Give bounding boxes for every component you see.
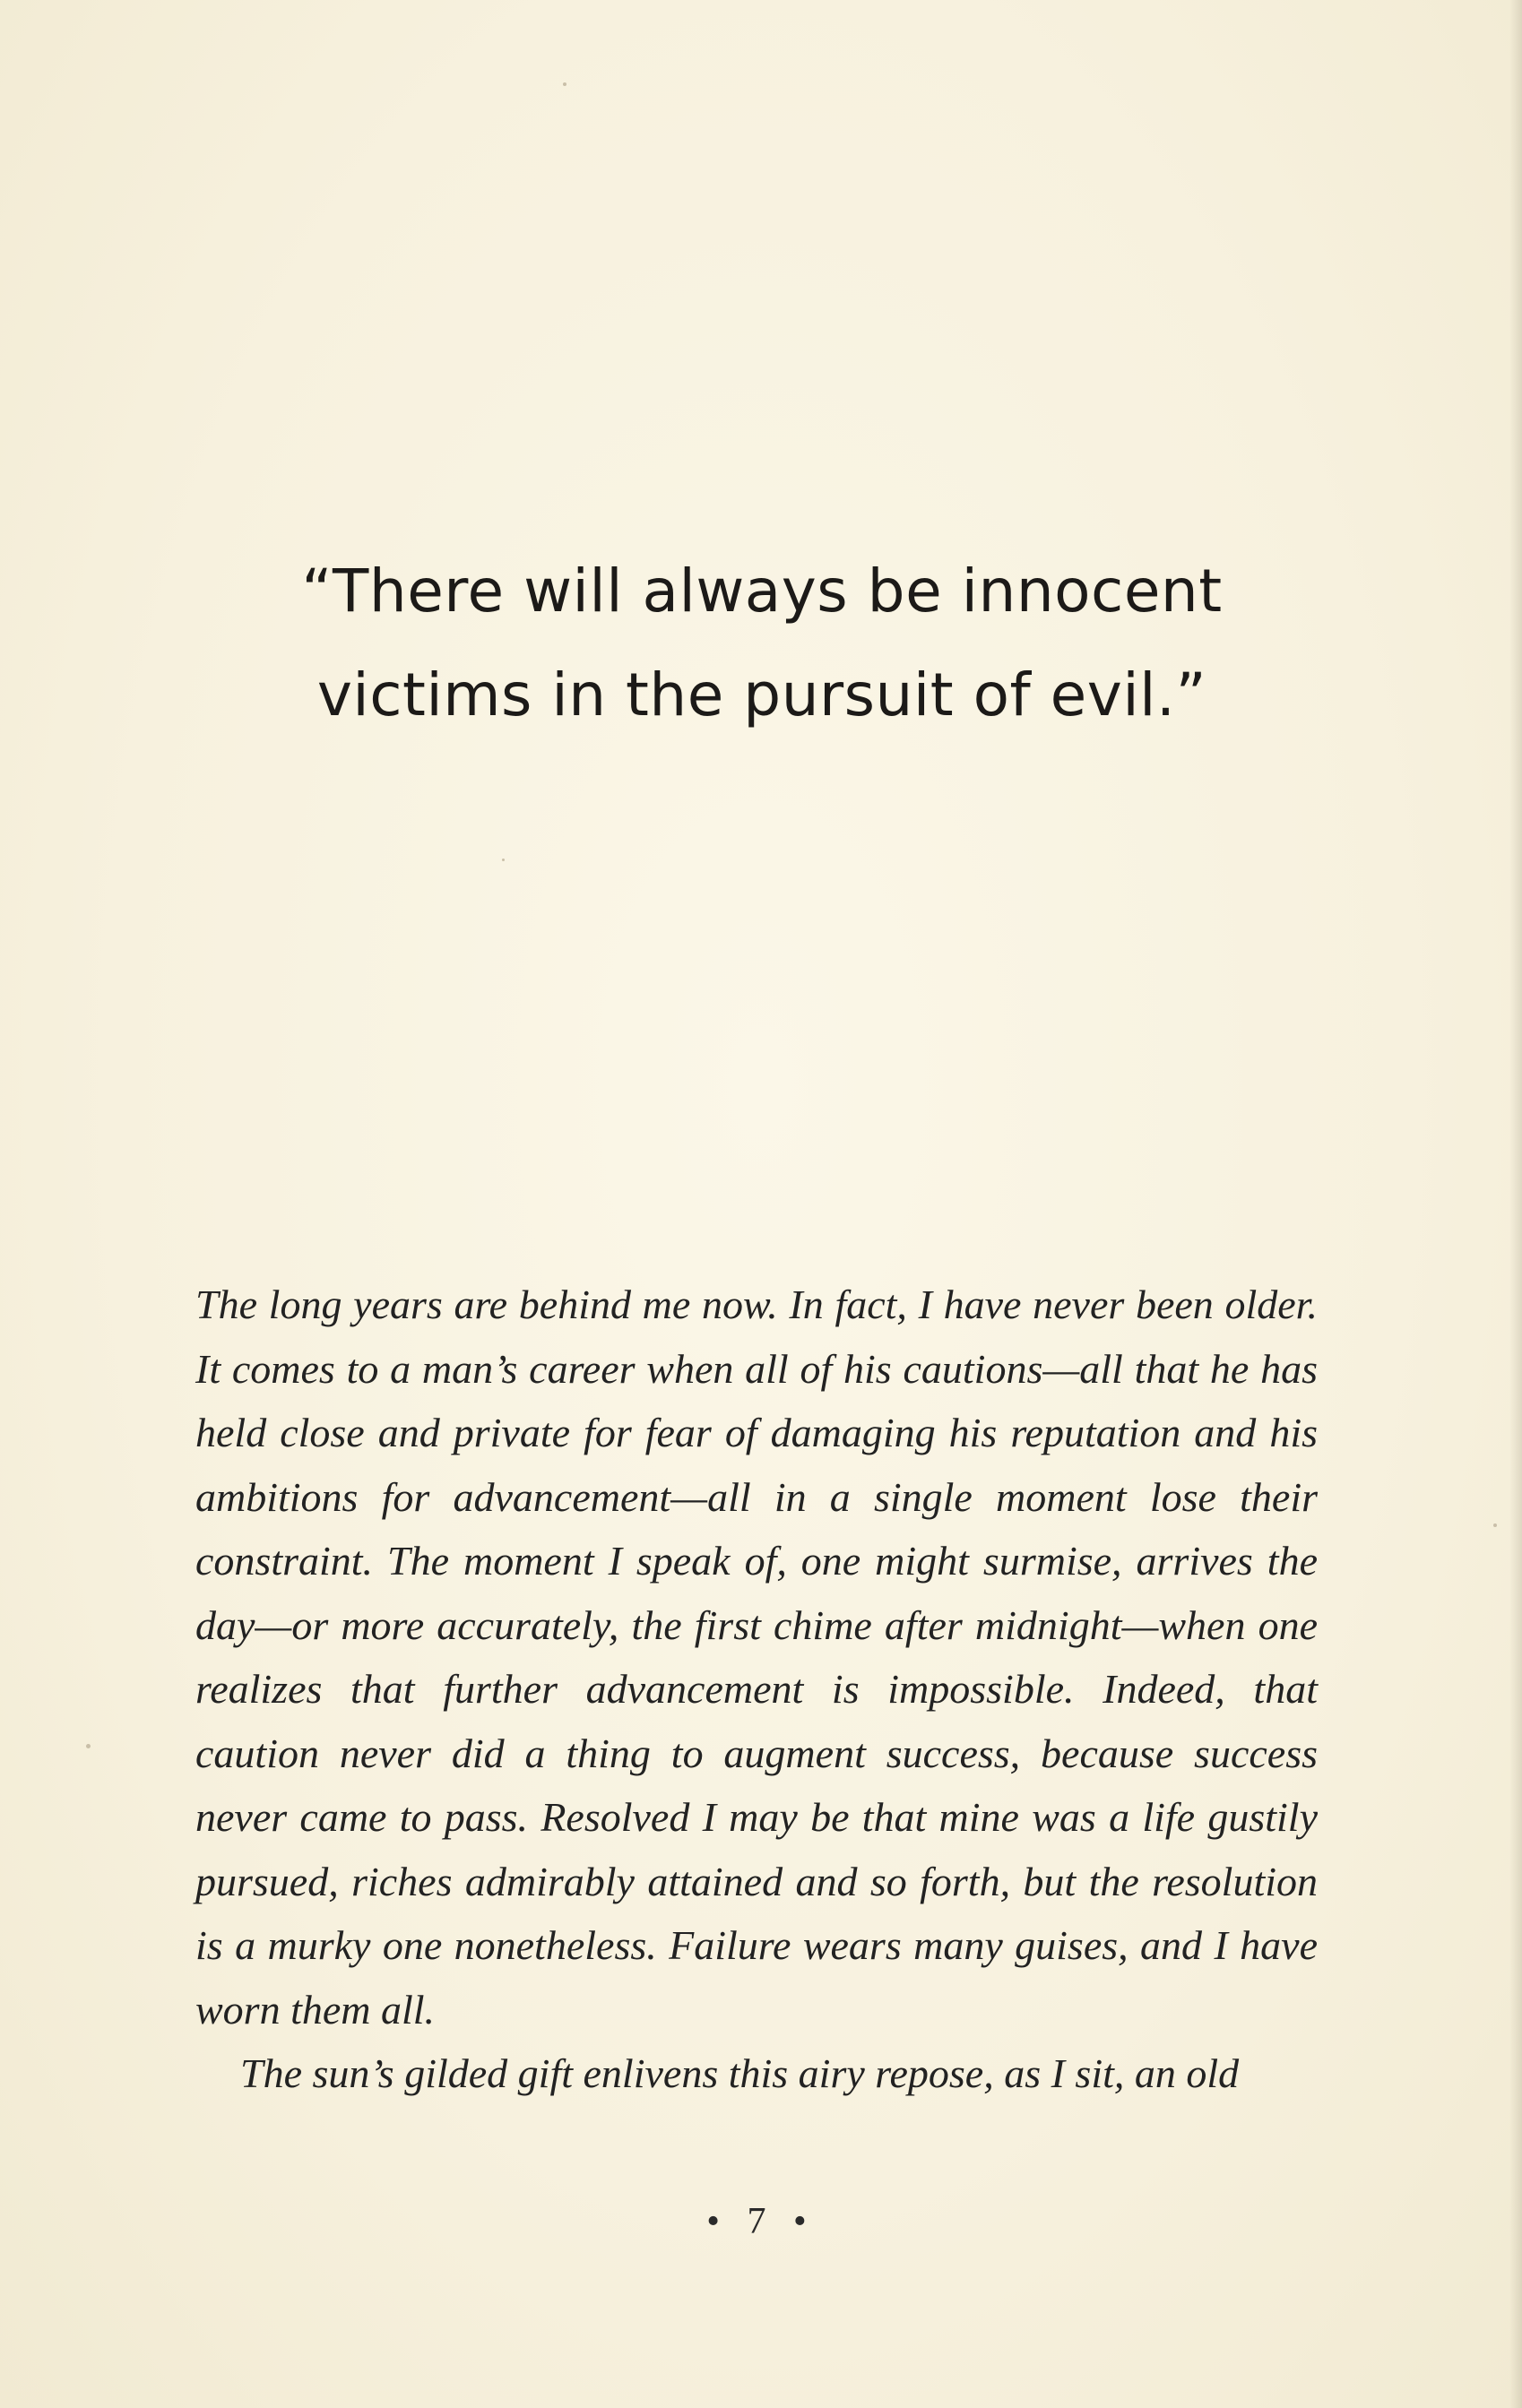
epigraph-line: victims in the pursuit of evil.” <box>316 660 1207 729</box>
page-number: • 7 • <box>706 2201 816 2242</box>
paper-speck <box>502 859 505 861</box>
paper-speck <box>563 82 566 86</box>
paragraph: The sun’s gilded gift enlivens this airy repose, as I sit, an old <box>240 2050 1240 2096</box>
page-edge-shadow <box>1509 0 1522 2408</box>
paragraph: The long years are behind me now. In fact, I have never been older. It comes to a man’s career when all of his cautions—all that he has held close and private for fear of damaging his reputation and his ambitions for advancement—all in a single moment lose their constraint. The moment I speak of, one might surmise, arrives the day—or more accurately, the first chime after midnight—when one realizes that further advancement is impossible. Indeed, that caution never did a thing to augment success, because success never came to pass. Resolved I may be that mine was a life gustily pursued, riches admirably attained and so forth, but the resolution is a murky one nonetheless. Failure wears many guises, and I have worn them all. <box>195 1282 1318 2033</box>
paper-speck <box>86 1744 91 1748</box>
epigraph-quote <box>179 539 1345 747</box>
paper-speck <box>1493 1523 1497 1527</box>
epigraph-line: “There will always be innocent <box>301 557 1223 626</box>
body-text <box>195 1273 1318 2106</box>
